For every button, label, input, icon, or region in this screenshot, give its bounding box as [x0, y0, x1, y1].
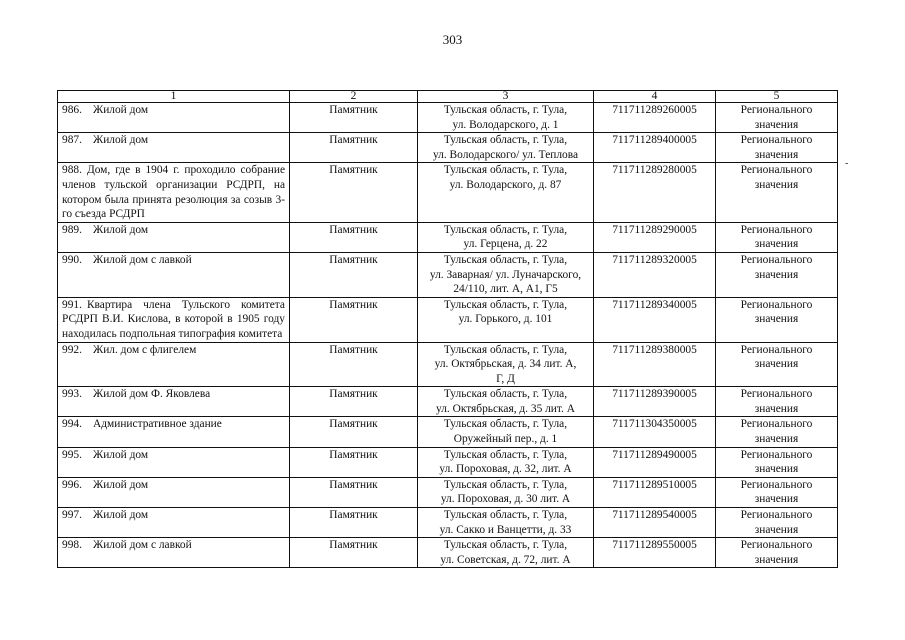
- registry-code-cell: 711711289400005: [594, 133, 716, 163]
- address-line: ул. Советская, д. 72, лит. А: [440, 553, 571, 566]
- address-line: ул. Октябрьская, д. 34 лит. А,: [434, 358, 577, 371]
- address-line: Тульская область, г. Тула,: [443, 539, 568, 552]
- page-number: 303: [442, 32, 463, 47]
- address-line: ул. Заварная/ ул. Луначарского,: [429, 268, 582, 281]
- significance-line: значения: [754, 268, 799, 281]
- significance-line: Регионального: [740, 448, 813, 461]
- address-line: Тульская область, г. Тула,: [443, 253, 568, 266]
- object-name: Жилой дом: [93, 134, 149, 147]
- address-line: Г, Д: [496, 372, 515, 385]
- table-row: [58, 133, 838, 163]
- address-line: ул. Володарского/ ул. Теплова: [432, 148, 579, 161]
- row-number: 990.: [62, 253, 82, 266]
- object-name-cell: [58, 222, 290, 252]
- significance-cell: [716, 477, 838, 507]
- table-row: [58, 222, 838, 252]
- address-line: ул. Сакко и Ванцетти, д. 33: [439, 523, 572, 536]
- significance-cell: [716, 103, 838, 133]
- address-line: ул. Пороховая, д. 32, лит. А: [439, 463, 572, 476]
- significance-cell: [716, 133, 838, 163]
- address-line: Тульская область, г. Тула,: [443, 478, 568, 491]
- significance-line: Регионального: [740, 253, 813, 266]
- table-row: [58, 417, 838, 447]
- address-line: Тульская область, г. Тула,: [443, 509, 568, 522]
- address-cell: [418, 538, 594, 568]
- significance-line: значения: [754, 493, 799, 506]
- significance-line: Регионального: [740, 509, 813, 522]
- category-cell: Памятник: [290, 508, 418, 538]
- significance-cell: [716, 297, 838, 342]
- significance-cell: [716, 538, 838, 568]
- heritage-registry-table: [57, 90, 838, 568]
- object-name-cell: [58, 538, 290, 568]
- table-row: [58, 342, 838, 387]
- registry-code-cell: 711711289290005: [594, 222, 716, 252]
- significance-line: значения: [754, 148, 799, 161]
- table-row: [58, 387, 838, 417]
- significance-line: значения: [754, 313, 799, 326]
- significance-cell: [716, 252, 838, 297]
- address-cell: [418, 133, 594, 163]
- registry-code-cell: 711711289510005: [594, 477, 716, 507]
- object-name: Квартира члена Тульского комитета РСДРП В.И. Кислова, в которой в 1905 году находилась подпольная типография комитета: [62, 298, 285, 340]
- object-name: Жилой дом: [93, 104, 149, 116]
- category-cell: Памятник: [290, 103, 418, 133]
- object-name-cell: [58, 163, 290, 222]
- significance-line: Регионального: [740, 539, 813, 552]
- table-row: [58, 508, 838, 538]
- table-row: [58, 477, 838, 507]
- registry-code-cell: 711711289380005: [594, 342, 716, 387]
- row-number: 989.: [62, 223, 82, 236]
- significance-cell: [716, 163, 838, 222]
- column-header-3: 3: [418, 91, 594, 103]
- category-cell: Памятник: [290, 342, 418, 387]
- category-cell: Памятник: [290, 163, 418, 222]
- column-header-1: 1: [58, 91, 290, 103]
- address-line: ул. Володарского, д. 1: [452, 118, 559, 131]
- address-line: Тульская область, г. Тула,: [443, 388, 568, 401]
- object-name-cell: [58, 342, 290, 387]
- significance-cell: [716, 508, 838, 538]
- significance-line: значения: [754, 433, 799, 446]
- significance-line: Регионального: [740, 298, 813, 311]
- significance-line: значения: [754, 178, 799, 191]
- category-cell: Памятник: [290, 477, 418, 507]
- significance-cell: [716, 342, 838, 387]
- object-name-cell: [58, 252, 290, 297]
- category-cell: Памятник: [290, 297, 418, 342]
- address-line: Тульская область, г. Тула,: [443, 134, 568, 147]
- table-row: [58, 163, 838, 222]
- registry-code-cell: 711711289390005: [594, 387, 716, 417]
- row-number: 988.: [62, 164, 82, 177]
- significance-line: Регионального: [740, 343, 813, 356]
- object-name-cell: [58, 447, 290, 477]
- row-number: 986.: [62, 104, 82, 116]
- column-header-2: 2: [290, 91, 418, 103]
- significance-line: значения: [754, 553, 799, 566]
- address-line: Тульская область, г. Тула,: [443, 164, 568, 177]
- significance-line: Регионального: [740, 104, 813, 116]
- registry-code-cell: 711711304350005: [594, 417, 716, 447]
- address-cell: [418, 163, 594, 222]
- significance-line: значения: [754, 358, 799, 371]
- object-name: Жил. дом с флигелем: [93, 343, 197, 356]
- table-row: [58, 538, 838, 568]
- category-cell: Памятник: [290, 447, 418, 477]
- address-cell: [418, 387, 594, 417]
- significance-line: Регионального: [740, 164, 813, 177]
- category-cell: Памятник: [290, 252, 418, 297]
- address-cell: [418, 508, 594, 538]
- column-header-5: 5: [716, 91, 838, 103]
- row-number: 996.: [62, 478, 82, 491]
- column-header-4: 4: [594, 91, 716, 103]
- address-line: Оружейный пер., д. 1: [453, 433, 558, 446]
- row-number: 991.: [62, 298, 82, 311]
- object-name: Жилой дом: [93, 509, 149, 522]
- address-line: 24/110, лит. А, А1, Г5: [453, 283, 558, 296]
- registry-code-cell: 711711289490005: [594, 447, 716, 477]
- significance-cell: [716, 387, 838, 417]
- address-line: Тульская область, г. Тула,: [443, 298, 568, 311]
- object-name: Жилой дом: [93, 478, 149, 491]
- address-cell: [418, 417, 594, 447]
- row-number: 998.: [62, 539, 82, 552]
- address-cell: [418, 477, 594, 507]
- address-line: ул. Октябрьская, д. 35 лит. А: [436, 402, 575, 415]
- category-cell: Памятник: [290, 417, 418, 447]
- row-number: 992.: [62, 343, 82, 356]
- category-cell: Памятник: [290, 387, 418, 417]
- significance-cell: [716, 447, 838, 477]
- significance-line: значения: [754, 463, 799, 476]
- table-row: [58, 103, 838, 133]
- address-cell: [418, 342, 594, 387]
- scan-mark: -: [845, 158, 849, 169]
- address-line: Тульская область, г. Тула,: [443, 223, 568, 236]
- row-number: 987.: [62, 134, 82, 147]
- address-line: Тульская область, г. Тула,: [443, 448, 568, 461]
- object-name-cell: [58, 133, 290, 163]
- significance-line: значения: [754, 238, 799, 251]
- significance-line: Регионального: [740, 134, 813, 147]
- object-name: Жилой дом с лавкой: [93, 253, 192, 266]
- address-cell: [418, 252, 594, 297]
- significance-line: Регионального: [740, 223, 813, 236]
- address-cell: [418, 447, 594, 477]
- significance-line: значения: [754, 118, 799, 131]
- significance-line: значения: [754, 402, 799, 415]
- registry-code-cell: 711711289320005: [594, 252, 716, 297]
- object-name: Жилой дом с лавкой: [93, 539, 192, 552]
- row-number: 995.: [62, 448, 82, 461]
- address-line: ул. Пороховая, д. 30 лит. А: [440, 493, 571, 506]
- category-cell: Памятник: [290, 222, 418, 252]
- column-number-row: [58, 91, 838, 103]
- object-name: Дом, где в 1904 г. проходило собрание членов тульской организации РСДРП, на котором была принята резолюция за созыв 3-го съезда РСДРП: [62, 164, 285, 221]
- table-row: [58, 297, 838, 342]
- significance-line: Регионального: [740, 418, 813, 431]
- category-cell: Памятник: [290, 538, 418, 568]
- row-number: 997.: [62, 509, 82, 522]
- object-name: Жилой дом: [93, 448, 149, 461]
- object-name-cell: [58, 387, 290, 417]
- registry-code-cell: 711711289340005: [594, 297, 716, 342]
- object-name-cell: [58, 477, 290, 507]
- object-name-cell: [58, 417, 290, 447]
- significance-line: Регионального: [740, 478, 813, 491]
- object-name-cell: [58, 297, 290, 342]
- address-line: Тульская область, г. Тула,: [443, 418, 568, 431]
- address-cell: [418, 103, 594, 133]
- table-row: [58, 252, 838, 297]
- category-cell: Памятник: [290, 133, 418, 163]
- object-name-cell: [58, 103, 290, 133]
- registry-code-cell: 711711289550005: [594, 538, 716, 568]
- address-line: ул. Володарского, д. 87: [449, 178, 562, 191]
- object-name-cell: [58, 508, 290, 538]
- table-row: [58, 447, 838, 477]
- address-cell: [418, 222, 594, 252]
- significance-cell: [716, 222, 838, 252]
- object-name: Жилой дом Ф. Яковлева: [93, 388, 211, 401]
- address-line: ул. Герцена, д. 22: [463, 238, 548, 251]
- address-line: ул. Горького, д. 101: [458, 313, 553, 326]
- address-line: Тульская область, г. Тула,: [443, 104, 568, 116]
- object-name: Жилой дом: [93, 223, 149, 236]
- significance-cell: [716, 417, 838, 447]
- row-number: 993.: [62, 388, 82, 401]
- address-line: Тульская область, г. Тула,: [443, 343, 568, 356]
- significance-line: Регионального: [740, 388, 813, 401]
- significance-line: значения: [754, 523, 799, 536]
- registry-code-cell: 711711289260005: [594, 103, 716, 133]
- registry-code-cell: 711711289540005: [594, 508, 716, 538]
- row-number: 994.: [62, 418, 82, 431]
- object-name: Административное здание: [93, 418, 222, 431]
- registry-code-cell: 711711289280005: [594, 163, 716, 222]
- address-cell: [418, 297, 594, 342]
